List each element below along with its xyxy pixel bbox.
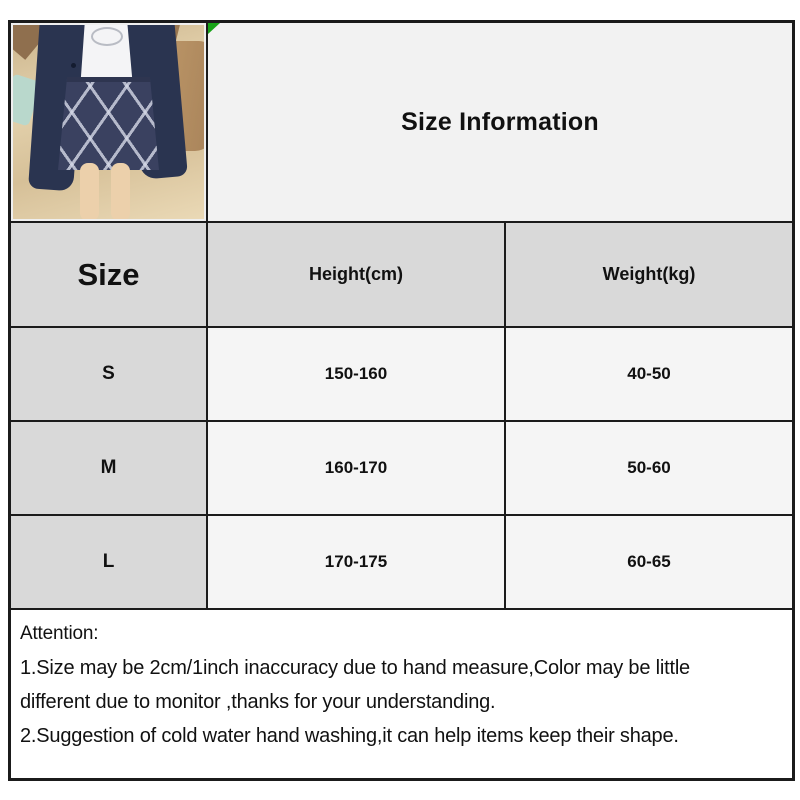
cell-corner-flag-triangle [208, 23, 220, 34]
table-row-l [11, 516, 792, 610]
weight-cell: 40-50 [627, 364, 671, 383]
size-chart-frame [8, 20, 795, 781]
table-header-row [11, 223, 792, 328]
weight-cell: 50-60 [627, 458, 671, 477]
size-cell: M [11, 422, 208, 514]
size-cell: S [11, 328, 208, 420]
column-header-weight: Weight(kg) [602, 264, 696, 284]
table-row-m [11, 422, 792, 516]
product-photo-cell [11, 23, 208, 221]
table-row-s [11, 328, 792, 422]
column-header-size: Size [11, 223, 208, 326]
photo-leg-right [111, 163, 130, 219]
page-title: Size Information [401, 107, 599, 136]
attention-line-2: different due to monitor ,thanks for your understanding. [20, 691, 496, 713]
photo-cardigan-button [71, 63, 76, 68]
title-cell [208, 23, 792, 221]
photo-leg-left [80, 163, 99, 219]
photo-plaid-skirt [58, 77, 159, 170]
header-banner-row [11, 23, 792, 223]
product-photo [13, 25, 204, 219]
height-cell: 170-175 [208, 516, 506, 608]
attention-line-1: 1.Size may be 2cm/1inch inaccuracy due to hand measure,Color may be little [20, 657, 690, 679]
column-header-height: Height(cm) [208, 223, 506, 326]
attention-heading: Attention: [20, 623, 99, 644]
height-cell: 160-170 [208, 422, 506, 514]
weight-cell: 60-65 [627, 552, 671, 571]
size-cell: L [11, 516, 208, 608]
attention-note [11, 610, 792, 778]
photo-shirt-graphic [91, 27, 123, 46]
height-cell: 150-160 [208, 328, 506, 420]
attention-line-3: 2.Suggestion of cold water hand washing,it can help items keep their shape. [20, 725, 679, 747]
